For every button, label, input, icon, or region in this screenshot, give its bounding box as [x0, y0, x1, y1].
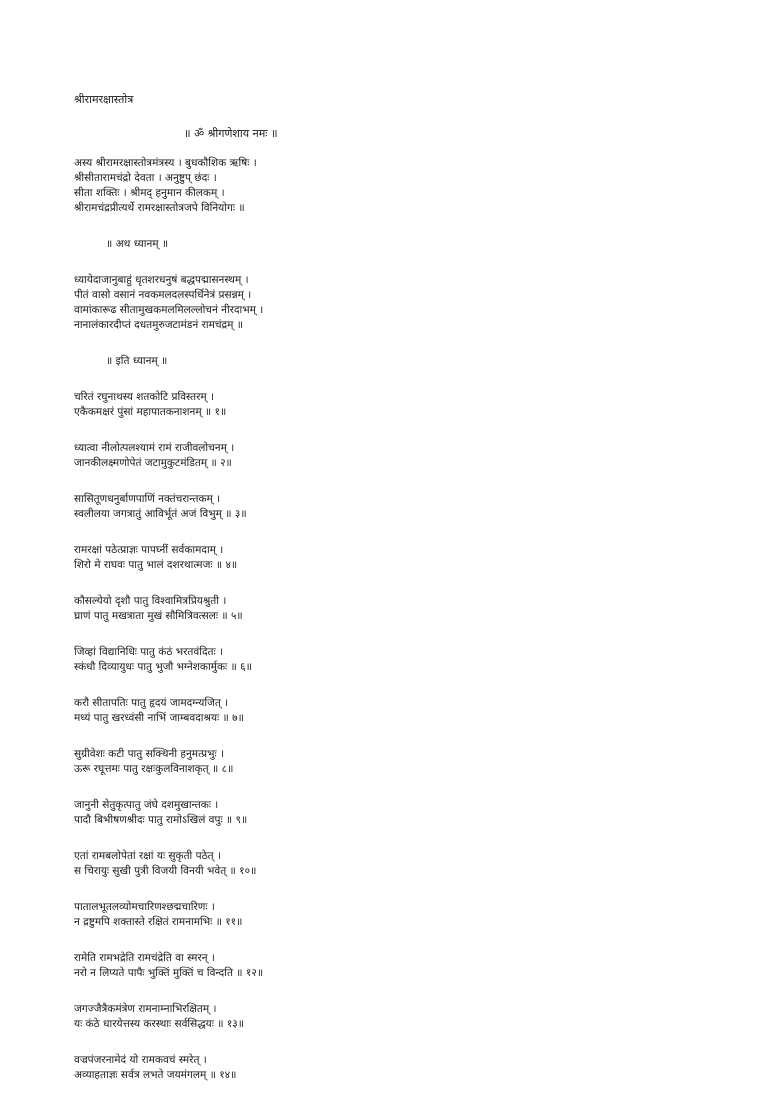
viniyoga-line: श्रीसीतारामचंद्रो देवता । अनुष्टुप् छंदः । — [74, 172, 217, 184]
verse-block — [74, 849, 734, 879]
document-page — [74, 92, 734, 1104]
verse-line: एतां रामबलोपेतां रक्षां यः सुकृती पठेत् । — [74, 850, 221, 862]
iti-dhyana-heading: ॥ इति ध्यानम् ॥ — [106, 355, 168, 367]
verse-line: न द्रष्टुमपि शक्तास्ते रक्षितं रामनामभिः ॥ ११॥ — [74, 916, 243, 928]
verse-block — [74, 798, 734, 828]
verse-line: जानकीलक्ष्मणोपेतं जटामुकुटमंडितम् ॥ २॥ — [74, 457, 232, 469]
dhyana-line: पीतं वासो वसानं नवकमलदलस्पर्धिनेत्रं प्रसन्नम् । — [74, 289, 252, 301]
verse-line: जिव्हां विद्यानिधिः पातु कंठं भरतवंदितः । — [74, 646, 223, 658]
verses-container — [74, 390, 734, 1083]
viniyoga-line: श्रीरामचंद्रप्रीत्यर्थे रामरक्षास्तोत्रजपे विनियोगः ॥ — [74, 202, 245, 214]
verse-block — [74, 390, 734, 420]
dhyana-block — [74, 273, 734, 333]
verse-block — [74, 441, 734, 471]
document-title: श्रीरामरक्षास्तोत्र — [74, 93, 134, 106]
verse-line: स्वलीलया जगत्रातुं आविर्भूतं अजं विभुम् ॥ ३॥ — [74, 508, 247, 520]
verse-line: जानुनी सेतुकृत्पातु जंघे दशमुखान्तकः । — [74, 799, 219, 811]
verse-line: यः कंठे धारयेत्तस्य करस्थाः सर्वसिद्धयः ॥ १३॥ — [74, 1018, 245, 1030]
verse-line: घ्राणं पातु मखत्राता मुखं सौमित्रिवत्सलः ॥ ५॥ — [74, 610, 243, 622]
verse-line: मध्यं पातु खरध्वंसी नाभिं जाम्बवदाश्रयः ॥ ७॥ — [74, 712, 244, 724]
dhyana-line: ध्यायेदाजानुबाहुं धृतशरधनुषं बद्धपद्मासनस्थम् । — [74, 274, 249, 286]
verse-line: सासितूणधनुर्बाणपाणिं नक्तंचरान्तकम् । — [74, 493, 221, 505]
verse-line: रामेति रामभद्रेति रामचंद्रेति वा स्मरन् । — [74, 952, 215, 964]
viniyoga-line: अस्य श्रीरामरक्षास्तोत्रमंत्रस्य । बुधकौशिक ऋषिः । — [74, 157, 257, 169]
verse-line: नरो न लिप्यते पापैः भुक्तिं मुक्तिं च विन्दति ॥ १२॥ — [74, 967, 264, 979]
verse-block — [74, 594, 734, 624]
verse-line: स्कंधौ दिव्यायुधः पातु भुजौ भग्नेशकार्मुकः ॥ ६॥ — [74, 661, 252, 673]
invocation-line: ॥ ॐ श्रीगणेशाय नमः ॥ — [184, 127, 278, 140]
verse-block — [74, 645, 734, 675]
verse-line: ध्यात्वा नीलोत्पलश्यामं रामं राजीवलोचनम् । — [74, 442, 235, 454]
verse-line: पादौ बिभीषणश्रीदः पातु रामोऽखिलं वपुः ॥ ९॥ — [74, 814, 248, 826]
verse-block — [74, 951, 734, 981]
verse-block — [74, 1002, 734, 1032]
dhyana-line: वामांकारूढ सीतामुखकमलमिलल्लोचनं नीरदाभम् । — [74, 304, 264, 316]
verse-line: शिरो मे राघवः पातु भालं दशरथात्मजः ॥ ४॥ — [74, 559, 238, 571]
verse-line: स चिरायुः सुखी पुत्री विजयी विनयी भवेत् ॥ १०॥ — [74, 865, 257, 877]
verse-line: पातालभूतलव्योमचारिणश्छद्मचारिणः । — [74, 901, 215, 913]
verse-line: एकैकमक्षरं पुंसां महापातकनाशनम् ॥ १॥ — [74, 406, 227, 418]
viniyoga-line: सीता शक्तिः । श्रीमद् हनुमान कीलकम् । — [74, 187, 225, 199]
verse-line: रामरक्षां पठेत्प्राज्ञः पापघ्नीं सर्वकामदाम् । — [74, 544, 224, 556]
verse-line: चरितं रघुनाथस्य शतकोटि प्रविस्तरम् । — [74, 391, 215, 403]
verse-line: करौ सीतापतिः पातु हृदयं जामदग्न्यजित् । — [74, 697, 229, 709]
dhyana-heading: ॥ अथ ध्यानम् ॥ — [106, 238, 169, 250]
verse-line: जगज्जैत्रैकमंत्रेण रामनाम्नाभिरक्षितम् । — [74, 1003, 217, 1015]
verse-block — [74, 1053, 734, 1083]
verse-line: कौसल्येयो दृशौ पातु विश्वामित्रप्रियश्रुती । — [74, 595, 227, 607]
verse-line: वज्रपंजरनामेदं यो रामकवचं स्मरेत् । — [74, 1054, 207, 1066]
verse-block — [74, 747, 734, 777]
verse-block — [74, 492, 734, 522]
viniyoga-block — [74, 156, 734, 216]
verse-line: अव्याहताज्ञः सर्वत्र लभते जयमंगलम् ॥ १४॥ — [74, 1069, 237, 1081]
dhyana-line: नानालंकारदीप्तं दधतमुरुजटामंडनं रामचंद्रम् ॥ — [74, 319, 244, 331]
verse-line: ऊरू रघूत्तमः पातु रक्षःकुलविनाशकृत् ॥ ८॥ — [74, 763, 234, 775]
verse-line: सुग्रीवेशः कटी पातु सक्थिनी हनुमत्प्रभुः । — [74, 748, 224, 760]
verse-block — [74, 543, 734, 573]
verse-block — [74, 900, 734, 930]
verse-block — [74, 696, 734, 726]
